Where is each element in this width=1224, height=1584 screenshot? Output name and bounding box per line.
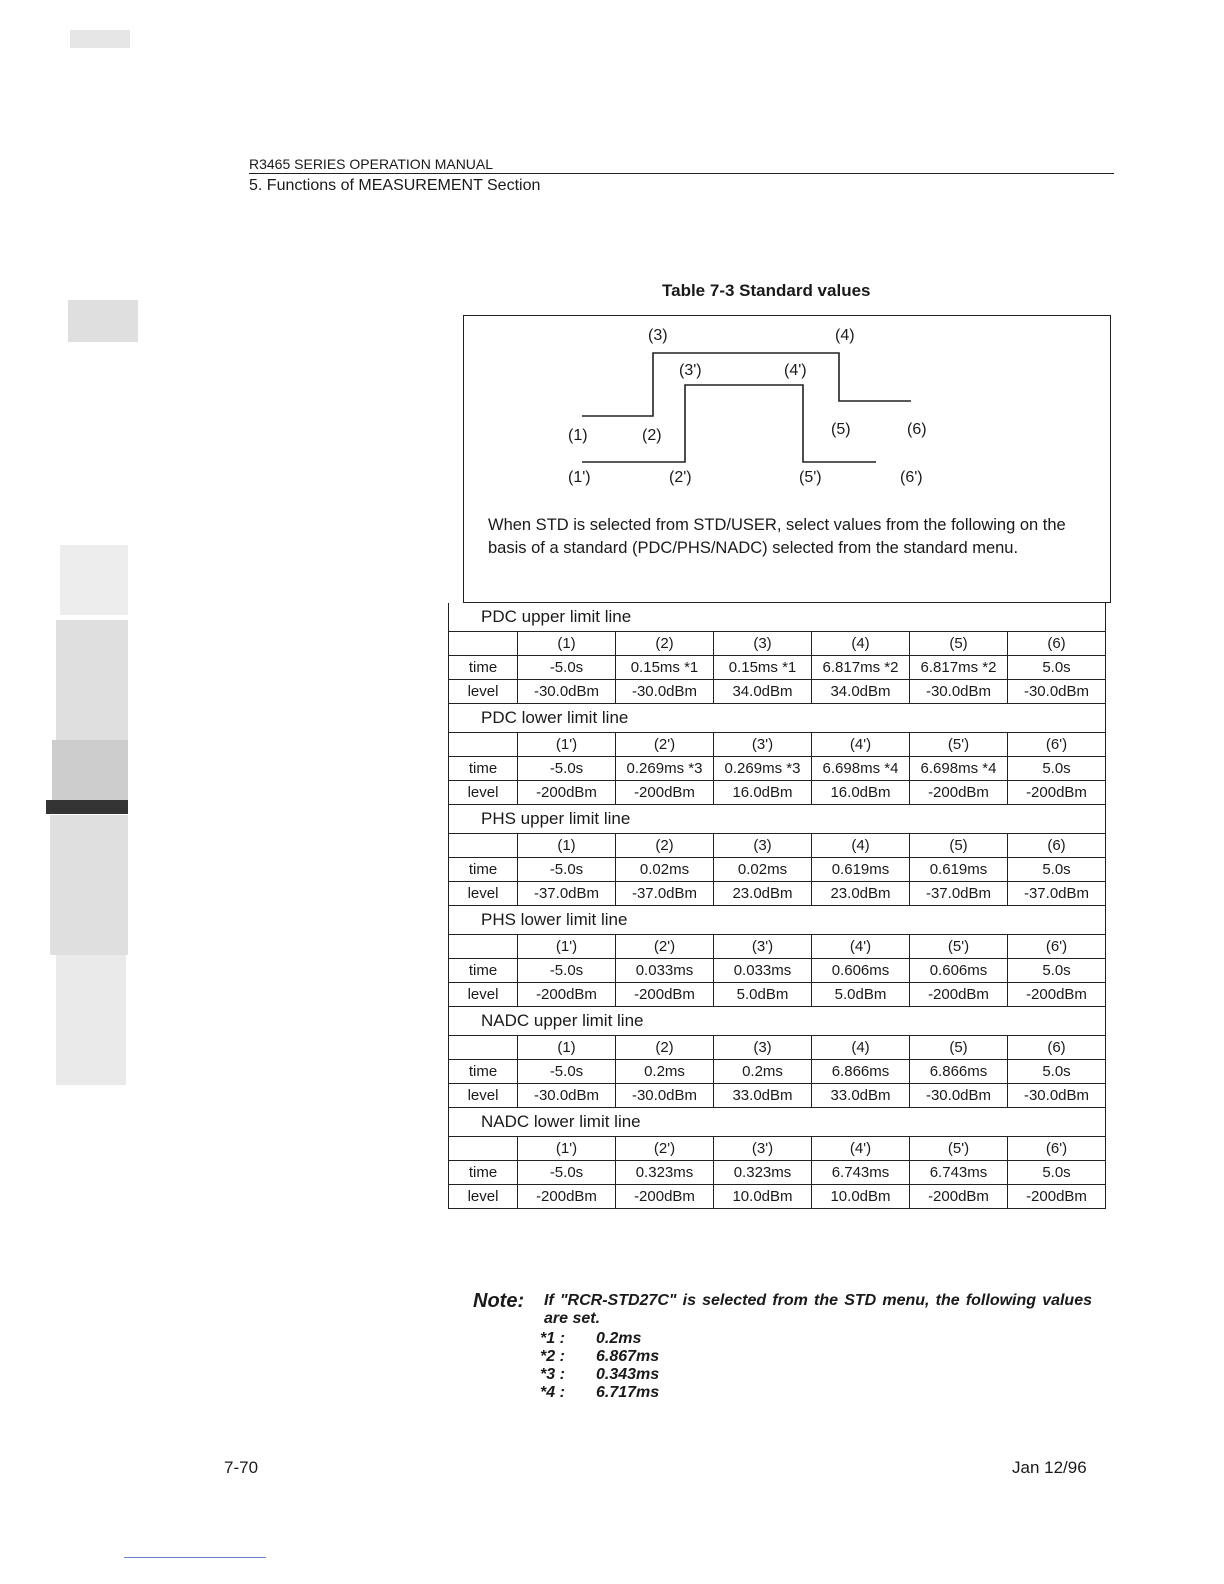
corner-cell — [449, 834, 518, 858]
time-cell: 0.619ms — [812, 858, 910, 882]
section-title: PHS upper limit line — [448, 805, 1106, 833]
header-row — [449, 935, 1106, 959]
time-cell: 6.817ms *2 — [812, 656, 910, 680]
footnote — [540, 1384, 659, 1402]
section-nadc-upper — [448, 1007, 1106, 1108]
column-header: (5) — [910, 632, 1008, 656]
level-row — [449, 983, 1106, 1007]
section-title: PDC upper limit line — [448, 603, 1106, 631]
header-row — [449, 1137, 1106, 1161]
section-pdc-lower — [448, 704, 1106, 805]
column-header: (1') — [518, 733, 616, 757]
time-cell: 6.698ms *4 — [910, 757, 1008, 781]
footnote-key: *3 : — [540, 1366, 565, 1383]
level-cell: -30.0dBm — [616, 1084, 714, 1108]
values-table — [448, 934, 1106, 1007]
column-header: (6) — [1008, 834, 1106, 858]
level-cell: -30.0dBm — [518, 1084, 616, 1108]
time-cell: 6.866ms — [812, 1060, 910, 1084]
time-cell: -5.0s — [518, 858, 616, 882]
level-cell: 34.0dBm — [714, 680, 812, 704]
page-date: Jan 12/96 — [1012, 1458, 1087, 1477]
row-label: level — [449, 983, 518, 1007]
page-number: 7-70 — [224, 1458, 259, 1477]
time-cell: 5.0s — [1008, 1161, 1106, 1185]
header-row — [449, 834, 1106, 858]
level-cell: 33.0dBm — [812, 1084, 910, 1108]
label-2: (2) — [642, 427, 662, 444]
level-cell: -37.0dBm — [616, 882, 714, 906]
level-row — [449, 680, 1106, 704]
column-header: (3') — [714, 935, 812, 959]
row-label: level — [449, 680, 518, 704]
level-cell: -200dBm — [910, 983, 1008, 1007]
values-table — [448, 732, 1106, 805]
section-nadc-lower — [448, 1108, 1106, 1209]
values-table — [448, 1035, 1106, 1108]
level-row — [449, 781, 1106, 805]
column-header: (5) — [910, 834, 1008, 858]
time-cell: 0.269ms *3 — [616, 757, 714, 781]
time-cell: 0.15ms *1 — [714, 656, 812, 680]
standard-values-table — [448, 603, 1106, 1209]
column-header: (5') — [910, 935, 1008, 959]
level-cell: -200dBm — [1008, 983, 1106, 1007]
time-cell: 0.2ms — [714, 1060, 812, 1084]
level-cell: -200dBm — [616, 1185, 714, 1209]
label-4p: (4') — [784, 362, 807, 379]
level-cell: -37.0dBm — [1008, 882, 1106, 906]
section-phs-lower — [448, 906, 1106, 1007]
column-header: (3) — [714, 1036, 812, 1060]
time-cell: 6.698ms *4 — [812, 757, 910, 781]
values-table — [448, 833, 1106, 906]
level-cell: -200dBm — [1008, 1185, 1106, 1209]
column-header: (4') — [812, 733, 910, 757]
column-header: (6') — [1008, 733, 1106, 757]
corner-cell — [449, 632, 518, 656]
label-4: (4) — [835, 327, 855, 344]
label-3: (3) — [648, 327, 668, 344]
level-cell: -30.0dBm — [910, 680, 1008, 704]
footnote-value: 0.343ms — [596, 1366, 660, 1383]
column-header: (5') — [910, 733, 1008, 757]
time-row — [449, 757, 1106, 781]
time-cell: 0.02ms — [714, 858, 812, 882]
corner-cell — [449, 733, 518, 757]
corner-cell — [449, 1137, 518, 1161]
footnote-key: *1 : — [540, 1330, 565, 1347]
table-title: Table 7-3 Standard values — [662, 281, 871, 300]
header-row — [449, 632, 1106, 656]
footnote — [540, 1366, 659, 1384]
footnote-value: 0.2ms — [596, 1330, 642, 1347]
footnote-key: *4 : — [540, 1384, 565, 1401]
time-cell: 5.0s — [1008, 757, 1106, 781]
time-cell: 0.606ms — [812, 959, 910, 983]
level-cell: 5.0dBm — [714, 983, 812, 1007]
time-cell: 0.606ms — [910, 959, 1008, 983]
row-label: time — [449, 858, 518, 882]
limit-line-diagram — [463, 315, 1111, 603]
row-label: time — [449, 757, 518, 781]
level-cell: 23.0dBm — [714, 882, 812, 906]
column-header: (5') — [910, 1137, 1008, 1161]
time-cell: -5.0s — [518, 1161, 616, 1185]
values-table — [448, 1136, 1106, 1209]
time-cell: 5.0s — [1008, 959, 1106, 983]
time-cell: -5.0s — [518, 1060, 616, 1084]
time-cell: 0.619ms — [910, 858, 1008, 882]
header-row — [449, 1036, 1106, 1060]
footnote — [540, 1330, 641, 1348]
scan-noise-decoration — [0, 0, 140, 1584]
time-cell: 6.743ms — [812, 1161, 910, 1185]
column-header: (2') — [616, 733, 714, 757]
level-cell: 5.0dBm — [812, 983, 910, 1007]
section-title: NADC upper limit line — [448, 1007, 1106, 1035]
section-phs-upper — [448, 805, 1106, 906]
header-row — [449, 733, 1106, 757]
level-cell: -200dBm — [518, 781, 616, 805]
column-header: (4) — [812, 632, 910, 656]
section-pdc-upper — [448, 603, 1106, 704]
label-2p: (2') — [669, 469, 692, 486]
time-cell: 0.02ms — [616, 858, 714, 882]
row-label: level — [449, 781, 518, 805]
time-row — [449, 1060, 1106, 1084]
level-row — [449, 1084, 1106, 1108]
section-title: PHS lower limit line — [448, 906, 1106, 934]
level-cell: -200dBm — [616, 983, 714, 1007]
level-cell: -200dBm — [910, 1185, 1008, 1209]
column-header: (6) — [1008, 632, 1106, 656]
label-6: (6) — [907, 421, 927, 438]
level-cell: -30.0dBm — [1008, 680, 1106, 704]
row-label: time — [449, 656, 518, 680]
column-header: (3) — [714, 834, 812, 858]
column-header: (1') — [518, 935, 616, 959]
row-label: level — [449, 1185, 518, 1209]
column-header: (2') — [616, 935, 714, 959]
column-header: (1) — [518, 1036, 616, 1060]
column-header: (3') — [714, 1137, 812, 1161]
column-header: (1) — [518, 632, 616, 656]
column-header: (3') — [714, 733, 812, 757]
column-header: (6) — [1008, 1036, 1106, 1060]
footnote-value: 6.867ms — [596, 1348, 660, 1365]
time-cell: -5.0s — [518, 757, 616, 781]
column-header: (4) — [812, 1036, 910, 1060]
footnote-key: *2 : — [540, 1348, 565, 1365]
limit-line-figure — [464, 316, 1112, 604]
row-label: level — [449, 1084, 518, 1108]
level-cell: -200dBm — [1008, 781, 1106, 805]
column-header: (1') — [518, 1137, 616, 1161]
corner-cell — [449, 935, 518, 959]
row-label: time — [449, 1060, 518, 1084]
footnote-value: 6.717ms — [596, 1384, 660, 1401]
time-cell: 0.033ms — [616, 959, 714, 983]
column-header: (5) — [910, 1036, 1008, 1060]
level-cell: -200dBm — [616, 781, 714, 805]
level-cell: 10.0dBm — [714, 1185, 812, 1209]
footnote — [540, 1348, 659, 1366]
column-header: (6') — [1008, 1137, 1106, 1161]
time-cell: 0.15ms *1 — [616, 656, 714, 680]
time-cell: 0.269ms *3 — [714, 757, 812, 781]
label-1: (1) — [568, 427, 588, 444]
time-row — [449, 1161, 1106, 1185]
description: When STD is selected from STD/USER, select values from the following on the basis of a standard (PDC/PHS/NADC) selected from the standard menu. — [488, 516, 1066, 557]
column-header: (3) — [714, 632, 812, 656]
manual-title: R3465 SERIES OPERATION MANUAL — [249, 156, 1114, 174]
column-header: (2) — [616, 834, 714, 858]
label-5p: (5') — [799, 469, 822, 486]
level-cell: -37.0dBm — [910, 882, 1008, 906]
values-table — [448, 631, 1106, 704]
column-header: (2) — [616, 1036, 714, 1060]
time-cell: 0.323ms — [714, 1161, 812, 1185]
column-header: (6') — [1008, 935, 1106, 959]
note-label: Note: — [473, 1290, 525, 1312]
section-title: 5. Functions of MEASUREMENT Section — [249, 177, 541, 194]
level-cell: -30.0dBm — [1008, 1084, 1106, 1108]
level-cell: -30.0dBm — [910, 1084, 1008, 1108]
time-cell: 5.0s — [1008, 858, 1106, 882]
column-header: (2) — [616, 632, 714, 656]
time-row — [449, 858, 1106, 882]
time-cell: 0.323ms — [616, 1161, 714, 1185]
column-header: (4) — [812, 834, 910, 858]
level-cell: -200dBm — [910, 781, 1008, 805]
time-cell: 5.0s — [1008, 1060, 1106, 1084]
row-label: time — [449, 959, 518, 983]
column-header: (2') — [616, 1137, 714, 1161]
time-cell: 0.2ms — [616, 1060, 714, 1084]
column-header: (4') — [812, 935, 910, 959]
level-cell: -30.0dBm — [616, 680, 714, 704]
time-cell: 5.0s — [1008, 656, 1106, 680]
level-cell: -37.0dBm — [518, 882, 616, 906]
level-cell: -200dBm — [518, 1185, 616, 1209]
column-header: (4') — [812, 1137, 910, 1161]
note-text: If "RCR-STD27C" is selected from the STD menu, the following values are set. — [544, 1292, 1092, 1327]
label-1p: (1') — [568, 469, 591, 486]
time-row — [449, 656, 1106, 680]
level-cell: 34.0dBm — [812, 680, 910, 704]
label-6p: (6') — [900, 469, 923, 486]
corner-cell — [449, 1036, 518, 1060]
level-cell: 16.0dBm — [812, 781, 910, 805]
time-cell: -5.0s — [518, 656, 616, 680]
time-cell: 6.817ms *2 — [910, 656, 1008, 680]
level-cell: 10.0dBm — [812, 1185, 910, 1209]
section-title: NADC lower limit line — [448, 1108, 1106, 1136]
level-cell: -30.0dBm — [518, 680, 616, 704]
bottom-rule — [124, 1557, 266, 1558]
level-row — [449, 1185, 1106, 1209]
level-cell: -200dBm — [518, 983, 616, 1007]
section-title: PDC lower limit line — [448, 704, 1106, 732]
label-5: (5) — [831, 421, 851, 438]
row-label: time — [449, 1161, 518, 1185]
level-cell: 16.0dBm — [714, 781, 812, 805]
level-cell: 33.0dBm — [714, 1084, 812, 1108]
level-cell: 23.0dBm — [812, 882, 910, 906]
time-cell: 0.033ms — [714, 959, 812, 983]
time-row — [449, 959, 1106, 983]
level-row — [449, 882, 1106, 906]
time-cell: -5.0s — [518, 959, 616, 983]
row-label: level — [449, 882, 518, 906]
label-3p: (3') — [679, 362, 702, 379]
time-cell: 6.743ms — [910, 1161, 1008, 1185]
column-header: (1) — [518, 834, 616, 858]
time-cell: 6.866ms — [910, 1060, 1008, 1084]
